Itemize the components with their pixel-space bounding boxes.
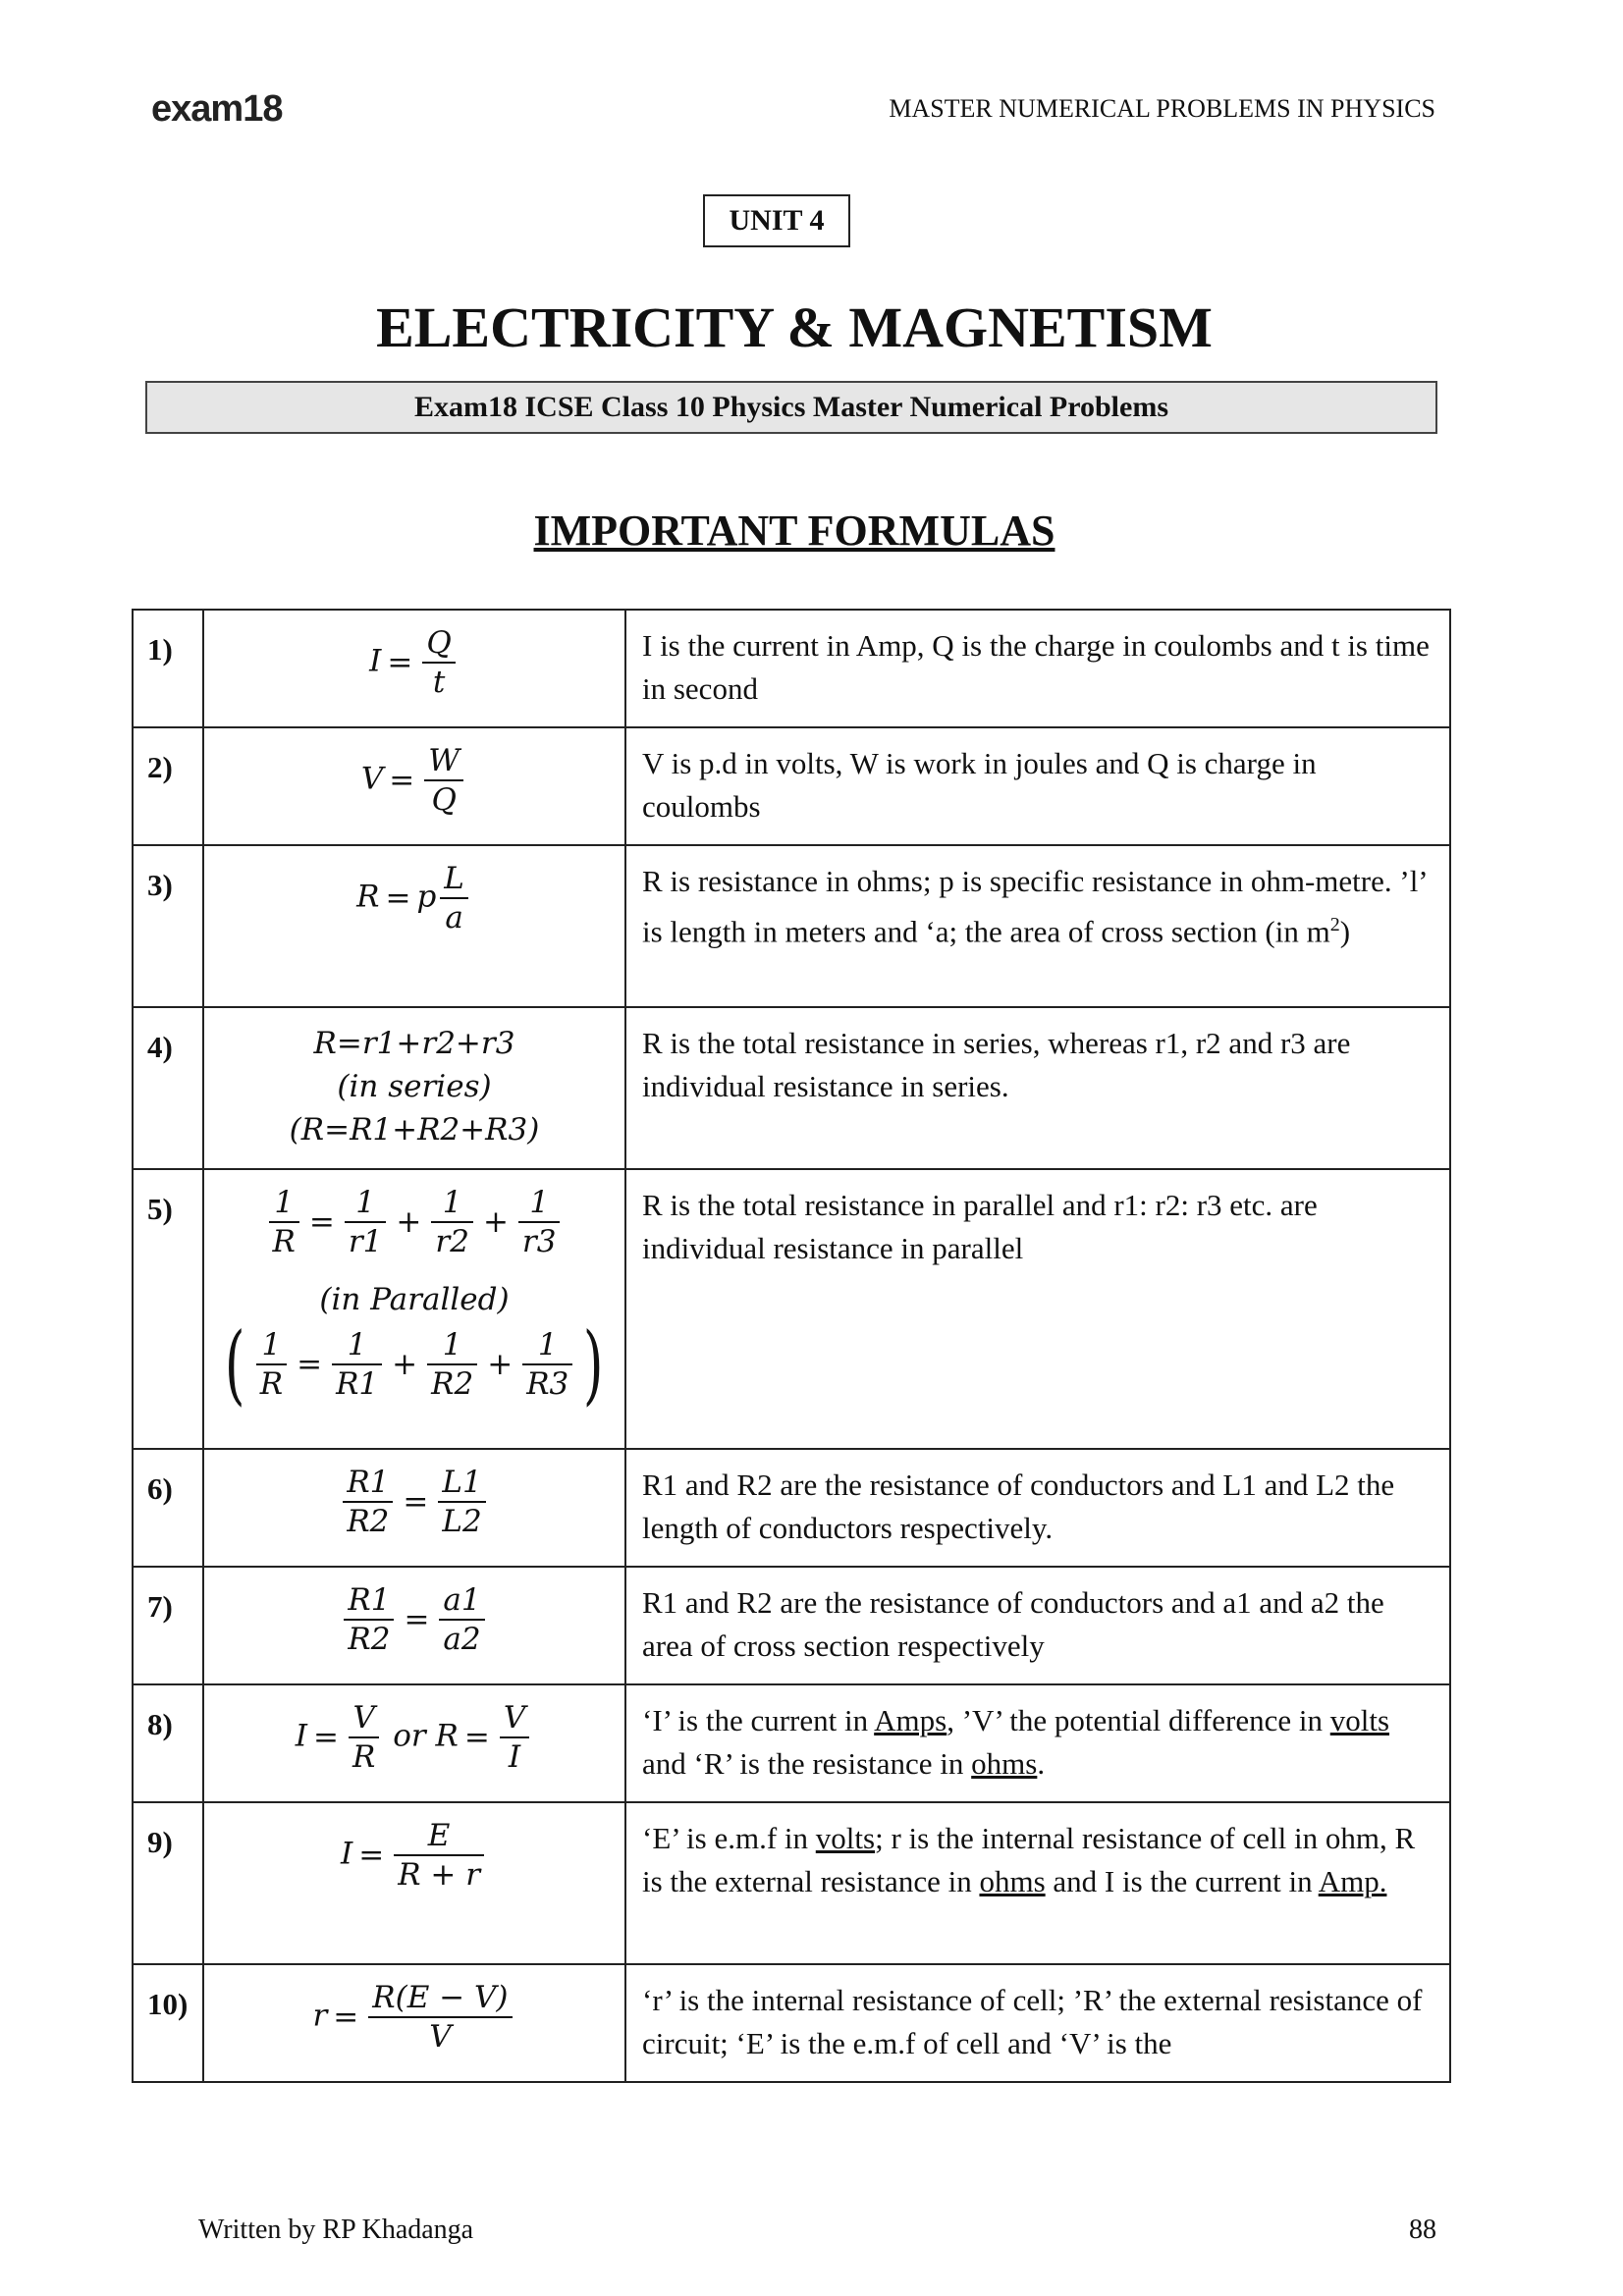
row-number: 7): [133, 1567, 203, 1684]
formula-cell: r = $\frac{R(E - V)}{V}$: [203, 1964, 625, 2082]
formula-cell: I = $\frac{E}{R + r}$: [203, 1802, 625, 1964]
running-title: MASTER NUMERICAL PROBLEMS IN PHYSICS: [889, 94, 1435, 123]
formula-lhs: I: [369, 643, 382, 679]
formula-lhs: V: [360, 761, 384, 797]
formula-cell: [203, 1007, 625, 1169]
description-cell: R is the total resistance in series, whereas r1, r2 and r3 are individual resistance in series.: [625, 1007, 1450, 1169]
description-cell: R is resistance in ohms; p is specific resistance in ohm-metre. ’l’ is length in meters and ‘a; the area of cross section (in $m^2$): [625, 845, 1450, 1007]
description-cell: ‘r’ is the internal resistance of cell; ’R’ the external resistance of circuit; ‘E’ is the e.m.f of cell and ‘V’ is the: [625, 1964, 1450, 2082]
unit-label: UNIT 4: [703, 194, 850, 247]
section-heading: IMPORTANT FORMULAS: [533, 507, 1055, 555]
description-cell: I is the current in Amp, Q is the charge in coulombs and t is time in second: [625, 610, 1450, 727]
row-number: 10): [133, 1964, 203, 2082]
table-row: [133, 1802, 1450, 1964]
formula-cell: [203, 1169, 625, 1449]
formula-cell: $\frac{R1}{R2}$ = $\frac{a1}{a2}$: [203, 1567, 625, 1684]
row-number: 6): [133, 1449, 203, 1567]
table-row: [133, 1964, 1450, 2082]
table-row: [133, 1169, 1450, 1449]
parallel-formula: $\frac{1}{R}$ = $\frac{1}{r1}$ + $\frac{1}{r2}$ + $\frac{1}{r3}$: [210, 1184, 619, 1260]
fraction: $\frac{L}{a}$: [440, 860, 468, 936]
row-number: 5): [133, 1169, 203, 1449]
row-number: 8): [133, 1684, 203, 1802]
series-formula: R=r1+r2+r3: [313, 1026, 515, 1061]
parallel-label: (in Paralled): [319, 1282, 510, 1317]
table-row: [133, 1449, 1450, 1567]
description-cell: ‘I’ is the current in Amps, ’V’ the potential difference in volts and ‘R’ is the resistance in ohms.: [625, 1684, 1450, 1802]
row-number: 9): [133, 1802, 203, 1964]
description-cell: V is p.d in volts, W is work in joules and Q is charge in coulombs: [625, 727, 1450, 845]
footer-author: Written by RP Khadanga: [198, 2215, 474, 2245]
description-cell: R1 and R2 are the resistance of conductors and L1 and L2 the length of conductors respectively.: [625, 1449, 1450, 1567]
formula-cell: I = $\frac{V}{R}$ or R = $\frac{V}{I}$: [203, 1684, 625, 1802]
formula-cell: I = $\frac{Q}{t}$: [203, 610, 625, 727]
formula-cell: V = $\frac{W}{Q}$: [203, 727, 625, 845]
row-number: 1): [133, 610, 203, 727]
description-cell: ‘E’ is e.m.f in volts; r is the internal resistance of cell in ohm, R is the external resistance in ohms and I is the current in Amp.: [625, 1802, 1450, 1964]
exam18-logo: exam18: [151, 88, 283, 130]
row-number: 4): [133, 1007, 203, 1169]
page-title: ELECTRICITY & MAGNETISM: [376, 295, 1213, 359]
subtitle-banner: Exam18 ICSE Class 10 Physics Master Numerical Problems: [145, 381, 1437, 434]
description-cell: R is the total resistance in parallel and r1: r2: r3 etc. are individual resistance in parallel: [625, 1169, 1450, 1449]
table-row: [133, 1684, 1450, 1802]
formula-table: [132, 609, 1451, 2083]
table-row: [133, 845, 1450, 1007]
row-number: 3): [133, 845, 203, 1007]
table-row: [133, 1007, 1450, 1169]
description-cell: R1 and R2 are the resistance of conductors and a1 and a2 the area of cross section respectively: [625, 1567, 1450, 1684]
table-row: [133, 610, 1450, 727]
fraction: $\frac{W}{Q}$: [424, 742, 463, 819]
formula-cell: R = p $\frac{L}{a}$: [203, 845, 625, 1007]
series-formula-alt: (R=R1+R2+R3): [289, 1112, 540, 1148]
page-number: 88: [1409, 2215, 1436, 2245]
series-label: (in series): [337, 1069, 492, 1104]
table-row: [133, 1567, 1450, 1684]
fraction: $\frac{Q}{t}$: [422, 624, 455, 701]
parallel-formula-alt: ( $\frac{1}{R}$ = $\frac{1}{R1}$ + $\frac{1}{R2}$ + $\frac{1}{R3}$ ): [225, 1313, 604, 1415]
formula-lhs: R: [356, 879, 380, 915]
table-row: [133, 727, 1450, 845]
row-number: 2): [133, 727, 203, 845]
formula-cell: $\frac{R1}{R2}$ = $\frac{L1}{L2}$: [203, 1449, 625, 1567]
